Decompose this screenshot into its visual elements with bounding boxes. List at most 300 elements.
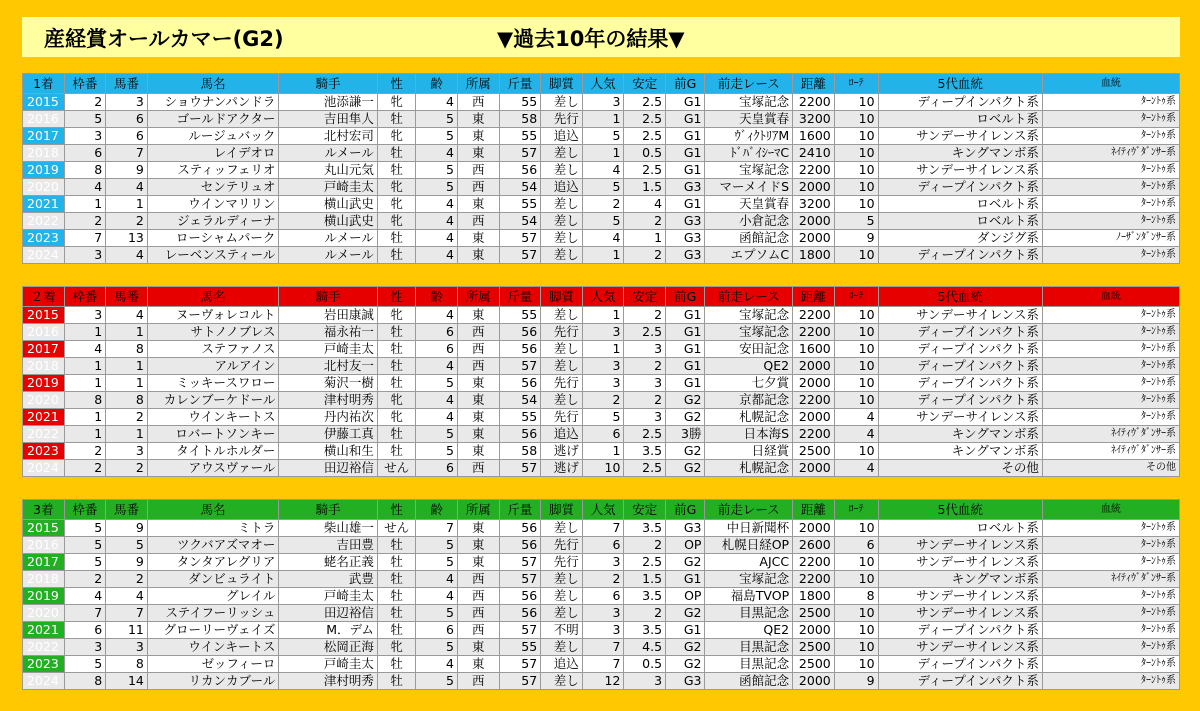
table-cell: ウインキートス: [147, 409, 278, 426]
column-header: 5代血統: [878, 287, 1042, 307]
table-cell: アウスヴァール: [147, 460, 278, 477]
table-cell: サンデーサイレンス系: [878, 537, 1042, 554]
table-cell: 5: [582, 128, 624, 145]
table-row: [23, 94, 1180, 111]
table-cell: 牡: [377, 605, 415, 622]
table-row: [23, 588, 1180, 605]
table-cell: 牡: [377, 622, 415, 639]
table-cell: 東: [457, 426, 499, 443]
table-cell: カレンブーケドール: [147, 392, 278, 409]
table-cell: 西: [457, 673, 499, 690]
table-cell: 戸崎圭太: [279, 341, 378, 358]
table-cell: 東: [457, 247, 499, 264]
table-cell: 6: [416, 460, 458, 477]
table-cell: 7: [64, 230, 106, 247]
table-cell: 牡: [377, 554, 415, 571]
table-cell: 差し: [541, 520, 583, 537]
column-header: 血統: [1042, 287, 1179, 307]
table-cell: 6: [416, 341, 458, 358]
year-cell: 2024: [23, 247, 65, 264]
table-cell: 10: [834, 162, 878, 179]
table-cell: ステファノス: [147, 341, 278, 358]
table-cell: 5: [416, 426, 458, 443]
table-cell: 東: [457, 111, 499, 128]
table-cell: 4: [834, 409, 878, 426]
table-cell: 牝: [377, 94, 415, 111]
year-cell: 2018: [23, 145, 65, 162]
table-cell: 2: [106, 571, 148, 588]
column-header: 前G: [666, 500, 705, 520]
table-cell: 3200: [793, 111, 835, 128]
column-header: 前走レース: [705, 74, 793, 94]
table-cell: 松岡正海: [279, 639, 378, 656]
column-header: 枠番: [64, 287, 106, 307]
table-cell: ﾀｰﾝﾄｩ系: [1042, 409, 1179, 426]
table-cell: 2200: [793, 94, 835, 111]
table-cell: ﾀｰﾝﾄｩ系: [1042, 341, 1179, 358]
table-cell: 目黒記念: [705, 656, 793, 673]
table-cell: 2: [624, 392, 666, 409]
table-cell: 1: [106, 196, 148, 213]
year-cell: 2019: [23, 162, 65, 179]
year-cell: 2018: [23, 571, 65, 588]
table-cell: 57: [499, 460, 541, 477]
table-cell: 柴山雄一: [279, 520, 378, 537]
table-cell: 宝塚記念: [705, 162, 793, 179]
table-cell: グレイル: [147, 588, 278, 605]
table-cell: ﾀｰﾝﾄｩ系: [1042, 537, 1179, 554]
table-cell: 8: [834, 588, 878, 605]
table-cell: 東: [457, 230, 499, 247]
table-cell: 10: [834, 111, 878, 128]
year-cell: 2024: [23, 460, 65, 477]
table-cell: 天皇賞春: [705, 111, 793, 128]
table-cell: 5: [416, 673, 458, 690]
column-header: 馬名: [147, 74, 278, 94]
table-cell: 2000: [793, 375, 835, 392]
table-cell: 2: [64, 571, 106, 588]
table-cell: 京都記念: [705, 392, 793, 409]
table-row: [23, 307, 1180, 324]
table-cell: 東: [457, 307, 499, 324]
table-cell: 2.5: [624, 426, 666, 443]
table-cell: 3: [582, 94, 624, 111]
table-cell: QE2: [705, 622, 793, 639]
column-header: 1着: [23, 74, 65, 94]
table-cell: 逃げ: [541, 460, 583, 477]
table-cell: 57: [499, 656, 541, 673]
table-cell: G2: [666, 392, 705, 409]
column-header: ﾛｰﾃ: [834, 500, 878, 520]
table-cell: 武豊: [279, 571, 378, 588]
table-cell: G1: [666, 571, 705, 588]
table-cell: 函館記念: [705, 673, 793, 690]
table-cell: 2000: [793, 673, 835, 690]
table-cell: 3勝: [666, 426, 705, 443]
table-cell: 12: [582, 673, 624, 690]
table-cell: キングマンボ系: [878, 571, 1042, 588]
table-cell: 5: [582, 213, 624, 230]
table-cell: 4: [582, 230, 624, 247]
table-row: [23, 656, 1180, 673]
table-cell: 3: [106, 94, 148, 111]
table-cell: ﾀｰﾝﾄｩ系: [1042, 179, 1179, 196]
table-cell: ﾀｰﾝﾄｩ系: [1042, 111, 1179, 128]
table-cell: 3: [624, 341, 666, 358]
table-cell: 4: [416, 247, 458, 264]
table-cell: 2410: [793, 145, 835, 162]
table-cell: 先行: [541, 111, 583, 128]
table-cell: 2000: [793, 460, 835, 477]
table-cell: 3: [624, 375, 666, 392]
table-cell: 1: [582, 111, 624, 128]
table-cell: 7: [416, 520, 458, 537]
table-cell: G1: [666, 358, 705, 375]
table-cell: 宝塚記念: [705, 324, 793, 341]
column-header: 所属: [457, 74, 499, 94]
table-cell: G3: [666, 213, 705, 230]
table-cell: 西: [457, 460, 499, 477]
table-cell: 10: [834, 341, 878, 358]
table-cell: 牡: [377, 145, 415, 162]
table-cell: 54: [499, 392, 541, 409]
table-cell: 10: [834, 520, 878, 537]
table-cell: ｳﾞｨｸﾄﾘｱM: [705, 128, 793, 145]
column-header: 距離: [793, 74, 835, 94]
column-header: 距離: [793, 500, 835, 520]
table-cell: 58: [499, 443, 541, 460]
table-cell: サンデーサイレンス系: [878, 409, 1042, 426]
table-cell: 安田記念: [705, 341, 793, 358]
table-cell: 2: [64, 443, 106, 460]
results-table-1st: [22, 73, 1180, 264]
table-cell: 55: [499, 196, 541, 213]
table-cell: 10: [834, 622, 878, 639]
column-header: ﾛｰﾃ: [834, 287, 878, 307]
table-cell: G1: [666, 375, 705, 392]
table-row: [23, 341, 1180, 358]
table-cell: ﾀｰﾝﾄｩ系: [1042, 128, 1179, 145]
table-cell: 4: [416, 145, 458, 162]
table-cell: 差し: [541, 605, 583, 622]
table-cell: 東: [457, 639, 499, 656]
table-cell: 2000: [793, 358, 835, 375]
table-cell: G3: [666, 673, 705, 690]
table-cell: 東: [457, 656, 499, 673]
table-cell: 目黒記念: [705, 605, 793, 622]
table-cell: ﾈｲﾃｨｳﾞﾀﾞﾝｻｰ系: [1042, 571, 1179, 588]
table-cell: ディープインパクト系: [878, 392, 1042, 409]
table-cell: 8: [64, 162, 106, 179]
table-cell: 2200: [793, 162, 835, 179]
table-cell: 札幌記念: [705, 409, 793, 426]
table-row: [23, 554, 1180, 571]
table-cell: 西: [457, 341, 499, 358]
table-cell: 1: [64, 375, 106, 392]
table-cell: 札幌日経OP: [705, 537, 793, 554]
table-cell: センテリュオ: [147, 179, 278, 196]
table-cell: 57: [499, 622, 541, 639]
table-cell: 2: [106, 213, 148, 230]
table-cell: 7: [582, 639, 624, 656]
year-cell: 2020: [23, 179, 65, 196]
table-cell: 牡: [377, 358, 415, 375]
table-cell: サンデーサイレンス系: [878, 588, 1042, 605]
table-cell: 差し: [541, 588, 583, 605]
table-cell: 3: [624, 673, 666, 690]
table-cell: 2200: [793, 554, 835, 571]
page-title: 産経賞オールカマー(G2): [44, 27, 284, 51]
table-cell: 4: [416, 409, 458, 426]
table-cell: ﾀｰﾝﾄｩ系: [1042, 673, 1179, 690]
table-cell: ゼッフィーロ: [147, 656, 278, 673]
table-cell: 天皇賞春: [705, 196, 793, 213]
table-cell: 先行: [541, 375, 583, 392]
table-cell: ディープインパクト系: [878, 375, 1042, 392]
table-row: [23, 673, 1180, 690]
table-cell: AJCC: [705, 554, 793, 571]
table-cell: 東: [457, 128, 499, 145]
table-cell: 57: [499, 571, 541, 588]
table-row: [23, 247, 1180, 264]
table-cell: 戸崎圭太: [279, 588, 378, 605]
table-cell: 57: [499, 554, 541, 571]
table-cell: 差し: [541, 639, 583, 656]
table-cell: 東: [457, 409, 499, 426]
results-table-2nd: [22, 286, 1180, 477]
table-cell: 牡: [377, 571, 415, 588]
page-subtitle: ▼過去10年の結果▼: [497, 27, 685, 51]
table-cell: 2000: [793, 409, 835, 426]
table-cell: 田辺裕信: [279, 605, 378, 622]
table-cell: 津村明秀: [279, 673, 378, 690]
table-cell: 9: [834, 230, 878, 247]
column-header: 5代血統: [878, 500, 1042, 520]
table-cell: G3: [666, 179, 705, 196]
table-cell: 追込: [541, 128, 583, 145]
table-cell: 54: [499, 213, 541, 230]
table-cell: 5: [416, 179, 458, 196]
table-cell: 福島TVOP: [705, 588, 793, 605]
table-cell: 2: [624, 537, 666, 554]
table-cell: 横山武史: [279, 196, 378, 213]
table-cell: 2500: [793, 443, 835, 460]
table-cell: 吉田隼人: [279, 111, 378, 128]
column-header: 齢: [416, 287, 458, 307]
column-header: 騎手: [279, 500, 378, 520]
table-cell: 6: [416, 622, 458, 639]
table-cell: グローリーヴェイズ: [147, 622, 278, 639]
table-row: [23, 128, 1180, 145]
year-cell: 2016: [23, 111, 65, 128]
table-row: [23, 179, 1180, 196]
column-header: 枠番: [64, 74, 106, 94]
table-cell: 9: [106, 162, 148, 179]
table-cell: 岩田康誠: [279, 307, 378, 324]
table-cell: ウインキートス: [147, 639, 278, 656]
table-cell: 5: [64, 520, 106, 537]
table-cell: 5: [64, 656, 106, 673]
table-cell: 2: [582, 392, 624, 409]
table-cell: 6: [64, 145, 106, 162]
table-cell: 宝塚記念: [705, 571, 793, 588]
table-cell: ローシャムパーク: [147, 230, 278, 247]
column-header: 斤量: [499, 74, 541, 94]
table-cell: 5: [64, 554, 106, 571]
table-cell: G1: [666, 622, 705, 639]
table-cell: 10: [834, 94, 878, 111]
table-cell: 3: [64, 639, 106, 656]
table-cell: 2: [624, 307, 666, 324]
table-cell: 2000: [793, 520, 835, 537]
table-cell: 函館記念: [705, 230, 793, 247]
table-cell: ダンビュライト: [147, 571, 278, 588]
table-row: [23, 426, 1180, 443]
table-cell: その他: [878, 460, 1042, 477]
table-cell: 北村宏司: [279, 128, 378, 145]
table-cell: 日経賞: [705, 443, 793, 460]
table-cell: 2500: [793, 656, 835, 673]
table-cell: 10: [834, 324, 878, 341]
table-cell: 札幌記念: [705, 460, 793, 477]
table-cell: 5: [416, 128, 458, 145]
table-cell: せん: [377, 460, 415, 477]
table-cell: 4: [582, 162, 624, 179]
table-cell: 4: [416, 196, 458, 213]
table-cell: 2.5: [624, 111, 666, 128]
table-cell: 北村友一: [279, 358, 378, 375]
table-cell: 牝: [377, 307, 415, 324]
table-cell: 1: [582, 341, 624, 358]
table-cell: 東: [457, 520, 499, 537]
table-row: [23, 358, 1180, 375]
table-cell: 3: [582, 324, 624, 341]
year-cell: 2017: [23, 554, 65, 571]
table-cell: 11: [106, 622, 148, 639]
table-cell: G2: [666, 639, 705, 656]
table-cell: 10: [834, 196, 878, 213]
table-cell: 4: [106, 307, 148, 324]
table-cell: ﾀｰﾝﾄｩ系: [1042, 213, 1179, 230]
table-cell: ﾀｰﾝﾄｩ系: [1042, 247, 1179, 264]
table-cell: ﾀｰﾝﾄｩ系: [1042, 554, 1179, 571]
table-cell: ルージュバック: [147, 128, 278, 145]
table-cell: 3: [64, 128, 106, 145]
table-cell: ゴールドアクター: [147, 111, 278, 128]
table-cell: 3: [582, 554, 624, 571]
table-cell: 4: [106, 179, 148, 196]
table-cell: サトノノブレス: [147, 324, 278, 341]
table-cell: 差し: [541, 196, 583, 213]
table-cell: 2000: [793, 213, 835, 230]
table-cell: 56: [499, 162, 541, 179]
table-cell: ﾀｰﾝﾄｩ系: [1042, 358, 1179, 375]
table-cell: G1: [666, 307, 705, 324]
table-cell: 2.5: [624, 554, 666, 571]
table-cell: G1: [666, 324, 705, 341]
table-cell: 西: [457, 179, 499, 196]
table-cell: 57: [499, 145, 541, 162]
column-header: 血統: [1042, 500, 1179, 520]
table-cell: G1: [666, 94, 705, 111]
table-cell: 6: [64, 622, 106, 639]
table-cell: 2.5: [624, 460, 666, 477]
table-cell: 2600: [793, 537, 835, 554]
table-cell: 3: [106, 443, 148, 460]
table-cell: タンタアレグリア: [147, 554, 278, 571]
table-cell: 3: [624, 409, 666, 426]
table-cell: 57: [499, 247, 541, 264]
table-cell: 4: [416, 392, 458, 409]
table-cell: 4: [416, 358, 458, 375]
table-cell: 56: [499, 341, 541, 358]
table-cell: ﾀｰﾝﾄｩ系: [1042, 162, 1179, 179]
column-header: 馬名: [147, 500, 278, 520]
table-cell: ダンジグ系: [878, 230, 1042, 247]
table-row: [23, 230, 1180, 247]
table-cell: 55: [499, 128, 541, 145]
table-cell: 西: [457, 358, 499, 375]
table-cell: 1: [106, 358, 148, 375]
table-cell: ﾀｰﾝﾄｩ系: [1042, 520, 1179, 537]
table-cell: スティッフェリオ: [147, 162, 278, 179]
table-cell: 4: [64, 179, 106, 196]
table-cell: 8: [106, 392, 148, 409]
table-cell: ロバートソンキー: [147, 426, 278, 443]
table-cell: 牝: [377, 639, 415, 656]
table-cell: ﾀｰﾝﾄｩ系: [1042, 605, 1179, 622]
table-cell: ロベルト系: [878, 111, 1042, 128]
table-cell: G2: [666, 409, 705, 426]
table-cell: 9: [106, 520, 148, 537]
table-cell: 8: [64, 673, 106, 690]
table-cell: 56: [499, 588, 541, 605]
year-cell: 2022: [23, 426, 65, 443]
table-cell: G1: [666, 162, 705, 179]
table-cell: 7: [582, 656, 624, 673]
table-cell: 東: [457, 375, 499, 392]
table-cell: 丸山元気: [279, 162, 378, 179]
column-header: 脚質: [541, 287, 583, 307]
table-cell: 西: [457, 622, 499, 639]
table-cell: 4: [416, 656, 458, 673]
column-header: 騎手: [279, 74, 378, 94]
table-cell: 東: [457, 554, 499, 571]
table-cell: 3: [582, 622, 624, 639]
year-cell: 2023: [23, 443, 65, 460]
table-cell: 4: [106, 588, 148, 605]
title-bar: [22, 17, 1180, 57]
table-cell: 東: [457, 196, 499, 213]
column-header: 人気: [582, 287, 624, 307]
table-cell: ﾉｰｻﾞﾝﾀﾞﾝｻｰ系: [1042, 230, 1179, 247]
table-row: [23, 520, 1180, 537]
year-cell: 2022: [23, 213, 65, 230]
results-table-3rd: [22, 499, 1180, 690]
table-cell: サンデーサイレンス系: [878, 554, 1042, 571]
table-cell: 10: [834, 639, 878, 656]
column-header: 所属: [457, 500, 499, 520]
table-cell: G1: [666, 196, 705, 213]
table-cell: 2000: [793, 230, 835, 247]
table-cell: 2500: [793, 639, 835, 656]
table-cell: ﾀｰﾝﾄｩ系: [1042, 94, 1179, 111]
table-cell: 0.5: [624, 145, 666, 162]
table-cell: 5: [416, 639, 458, 656]
table-cell: ﾀｰﾝﾄｩ系: [1042, 196, 1179, 213]
table-cell: 2: [582, 571, 624, 588]
table-cell: 西: [457, 571, 499, 588]
